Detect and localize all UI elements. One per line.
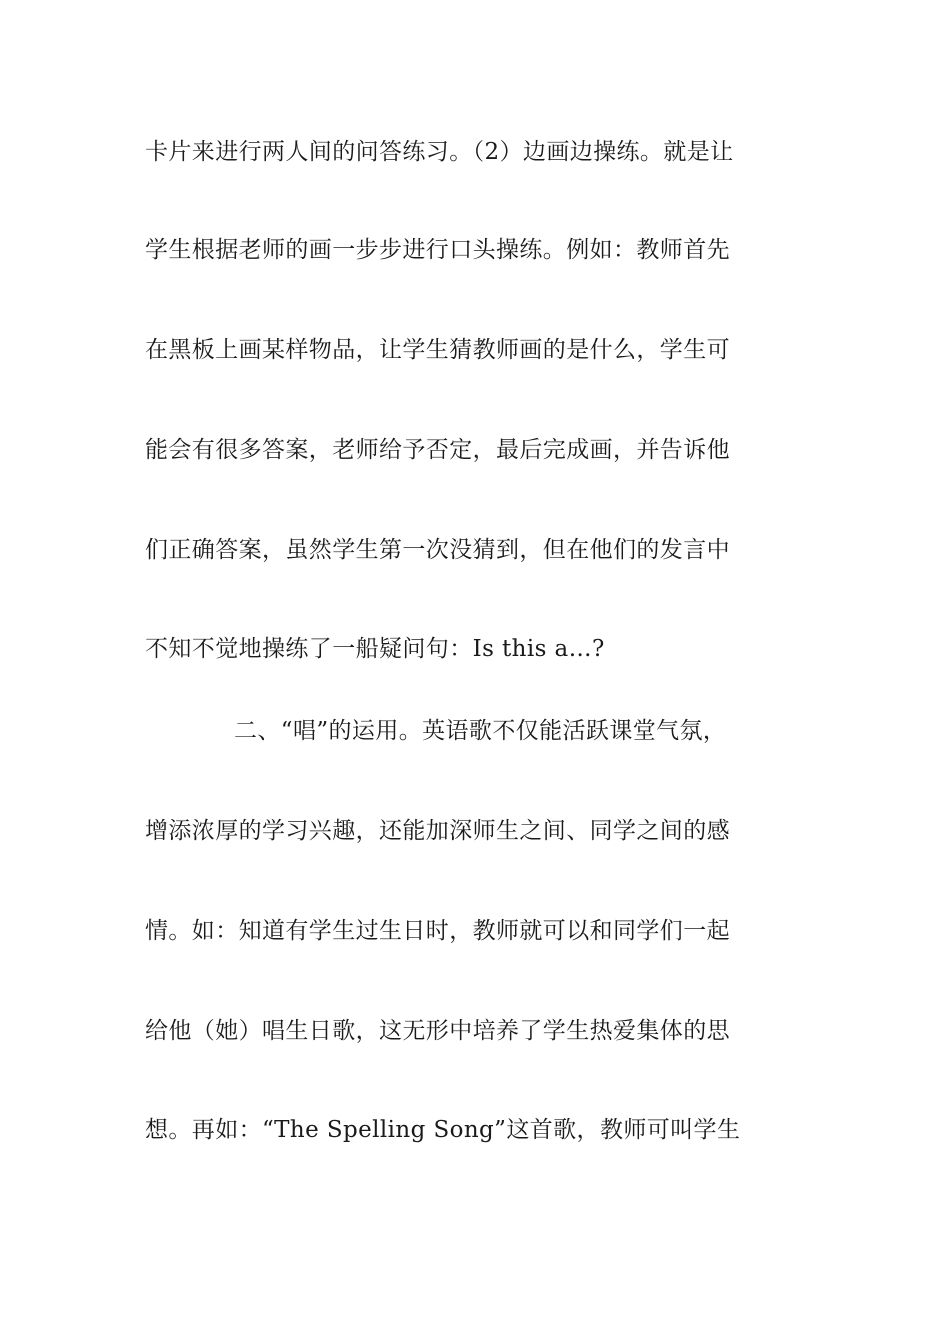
paragraph-line: 增添浓厚的学习兴趣，还能加深师生之间、同学之间的感 [145, 818, 730, 844]
paragraph-line: 能会有很多答案，老师给予否定，最后完成画，并告诉他 [145, 437, 730, 463]
paragraph-line: 学生根据老师的画一步步进行口头操练。例如：教师首先 [145, 237, 730, 263]
section-heading-line: 二、“唱”的运用。英语歌不仅能活跃课堂气氛， [234, 718, 727, 744]
paragraph-line: 在黑板上画某样物品，让学生猜教师画的是什么，学生可 [145, 337, 730, 363]
paragraph-line: 给他（她）唱生日歌，这无形中培养了学生热爱集体的思 [145, 1018, 730, 1044]
paragraph-line: 卡片来进行两人间的问答练习。（2）边画边操练。就是让 [145, 139, 734, 165]
paragraph-line: 们正确答案，虽然学生第一次没猜到，但在他们的发言中 [145, 537, 730, 563]
paragraph-line: 不知不觉地操练了一船疑问句：Is this a…? [145, 636, 605, 662]
paragraph-line: 情。如：知道有学生过生日时，教师就可以和同学们一起 [145, 918, 730, 944]
paragraph-line: 想。再如：“The Spelling Song”这首歌，教师可叫学生 [145, 1117, 741, 1143]
